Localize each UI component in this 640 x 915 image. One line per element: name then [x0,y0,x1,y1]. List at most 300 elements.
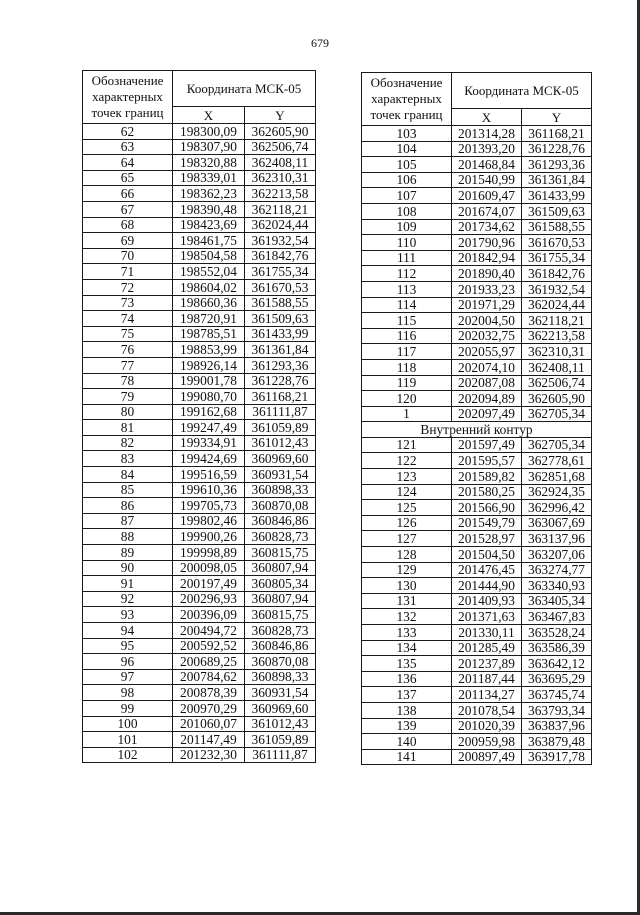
point-id-cell: 75 [83,326,173,342]
table-row [83,201,316,217]
y-cell: 360931,54 [245,685,316,701]
table-row [362,219,592,235]
point-id-cell: 102 [83,747,173,763]
table-row [362,313,592,329]
y-cell: 362851,68 [522,469,592,485]
point-id-cell: 70 [83,248,173,264]
table-row [83,389,316,405]
point-id-cell: 117 [362,344,452,360]
table-row [83,560,316,576]
table-row [83,435,316,451]
y-cell: 363405,34 [522,593,592,609]
table-row [83,700,316,716]
table-row [362,297,592,313]
table-row [83,482,316,498]
x-cell: 198720,91 [173,311,245,327]
point-id-cell: 121 [362,437,452,453]
inner-contour-label: Внутренний контур [362,422,592,438]
table-row [362,328,592,344]
table-row [83,467,316,483]
y-cell: 361433,99 [522,188,592,204]
x-cell: 198552,04 [173,264,245,280]
point-id-cell: 98 [83,685,173,701]
x-cell: 198390,48 [173,201,245,217]
table-row [362,500,592,516]
point-id-cell: 131 [362,593,452,609]
table-row [362,375,592,391]
x-cell: 201134,27 [452,687,522,703]
y-cell: 362118,21 [522,313,592,329]
y-cell: 362506,74 [245,139,316,155]
y-cell: 361932,54 [522,281,592,297]
x-cell: 202032,75 [452,328,522,344]
y-cell: 362024,44 [522,297,592,313]
point-id-cell: 105 [362,157,452,173]
point-id-cell: 73 [83,295,173,311]
x-cell: 198461,75 [173,233,245,249]
y-cell: 362310,31 [245,170,316,186]
x-cell: 199247,49 [173,420,245,436]
x-cell: 198300,09 [173,124,245,140]
table-row [362,235,592,251]
x-cell: 201285,49 [452,640,522,656]
table-row [362,453,592,469]
x-cell: 198423,69 [173,217,245,233]
point-id-cell: 138 [362,702,452,718]
point-id-cell: 77 [83,357,173,373]
table-row [362,391,592,407]
table-row [83,732,316,748]
table-row [83,404,316,420]
x-cell: 201371,63 [452,609,522,625]
point-id-cell: 101 [83,732,173,748]
x-cell: 200689,25 [173,654,245,670]
point-id-cell: 66 [83,186,173,202]
table-row [83,170,316,186]
point-id-cell: 86 [83,498,173,514]
table-row [83,124,316,140]
y-cell: 363274,77 [522,562,592,578]
x-cell: 198339,01 [173,170,245,186]
x-cell: 201330,11 [452,625,522,641]
y-cell: 363340,93 [522,578,592,594]
point-id-cell: 90 [83,560,173,576]
table-row [83,139,316,155]
table-row [362,656,592,672]
point-id-cell: 76 [83,342,173,358]
table-row [362,484,592,500]
point-id-cell: 106 [362,172,452,188]
table-row [362,203,592,219]
x-cell: 201790,96 [452,235,522,251]
point-id-cell: 87 [83,513,173,529]
point-id-cell: 94 [83,623,173,639]
point-id-cell: 82 [83,435,173,451]
point-id-cell: 81 [83,420,173,436]
point-id-cell: 119 [362,375,452,391]
x-cell: 200592,52 [173,638,245,654]
table-row [362,406,592,422]
point-id-cell: 124 [362,484,452,500]
point-id-cell: 72 [83,279,173,295]
table-row [83,591,316,607]
y-cell: 362705,34 [522,406,592,422]
x-cell: 200494,72 [173,623,245,639]
y-cell: 361433,99 [245,326,316,342]
y-cell: 361168,21 [245,389,316,405]
point-id-cell: 69 [83,233,173,249]
y-cell: 363642,12 [522,656,592,672]
y-cell: 360807,94 [245,591,316,607]
point-id-cell: 139 [362,718,452,734]
y-cell: 362605,90 [522,391,592,407]
table-row [362,749,592,765]
x-cell: 201674,07 [452,203,522,219]
y-cell: 363067,69 [522,515,592,531]
point-id-cell: 65 [83,170,173,186]
point-id-cell: 95 [83,638,173,654]
table-row [362,547,592,563]
y-cell: 362408,11 [522,359,592,375]
x-cell: 198504,58 [173,248,245,264]
y-cell: 362996,42 [522,500,592,516]
point-id-cell: 91 [83,576,173,592]
y-cell: 360828,73 [245,529,316,545]
y-cell: 362118,21 [245,201,316,217]
x-cell: 201409,93 [452,593,522,609]
point-id-cell: 89 [83,545,173,561]
table-row [83,155,316,171]
y-cell: 361168,21 [522,126,592,142]
point-id-cell: 62 [83,124,173,140]
point-id-cell: 96 [83,654,173,670]
y-cell: 361111,87 [245,747,316,763]
y-cell: 360815,75 [245,545,316,561]
point-id-cell: 130 [362,578,452,594]
y-cell: 363137,96 [522,531,592,547]
y-cell: 360870,08 [245,498,316,514]
point-id-cell: 136 [362,671,452,687]
table-row [83,747,316,763]
x-cell: 198660,36 [173,295,245,311]
x-cell: 199998,89 [173,545,245,561]
table-row [362,141,592,157]
point-id-cell: 122 [362,453,452,469]
table-row [83,311,316,327]
table-row [362,469,592,485]
x-cell: 201393,20 [452,141,522,157]
table-row [83,279,316,295]
table-row [362,609,592,625]
x-cell: 198604,02 [173,279,245,295]
x-cell: 199424,69 [173,451,245,467]
x-cell: 202087,08 [452,375,522,391]
y-cell: 361509,63 [522,203,592,219]
point-id-cell: 137 [362,687,452,703]
point-id-cell: 129 [362,562,452,578]
y-cell: 362024,44 [245,217,316,233]
table-row [362,625,592,641]
coordinate-header: Координата МСК-05 [173,71,316,107]
x-cell: 201933,23 [452,281,522,297]
x-header: X [452,109,522,126]
point-id-cell: 68 [83,217,173,233]
point-id-cell: 107 [362,188,452,204]
y-cell: 363793,34 [522,702,592,718]
left-table-body [83,124,316,763]
table-row [83,295,316,311]
point-id-cell: 109 [362,219,452,235]
table-row [362,671,592,687]
right-table-body [362,126,592,765]
point-id-cell: 85 [83,482,173,498]
point-id-cell: 67 [83,201,173,217]
x-cell: 199080,70 [173,389,245,405]
y-cell: 360815,75 [245,607,316,623]
y-cell: 361509,63 [245,311,316,327]
table-row [362,172,592,188]
table-row [362,702,592,718]
point-id-cell: 110 [362,235,452,251]
table-row [362,126,592,142]
y-cell: 363745,74 [522,687,592,703]
y-cell: 362408,11 [245,155,316,171]
point-id-cell: 132 [362,609,452,625]
y-cell: 363467,83 [522,609,592,625]
y-cell: 362778,61 [522,453,592,469]
table-row [362,593,592,609]
y-cell: 362213,58 [522,328,592,344]
point-id-cell: 97 [83,669,173,685]
coordinates-table-left [82,70,316,763]
x-cell: 202074,10 [452,359,522,375]
point-id-cell: 126 [362,515,452,531]
y-cell: 361228,76 [245,373,316,389]
x-cell: 201314,28 [452,126,522,142]
table-row [83,342,316,358]
point-id-cell: 84 [83,467,173,483]
point-id-cell: 100 [83,716,173,732]
y-cell: 363586,39 [522,640,592,656]
x-cell: 198785,51 [173,326,245,342]
y-cell: 361670,53 [522,235,592,251]
y-cell: 361755,34 [245,264,316,280]
x-cell: 200970,29 [173,700,245,716]
point-id-cell: 125 [362,500,452,516]
y-cell: 363528,24 [522,625,592,641]
y-cell: 361842,76 [522,266,592,282]
point-id-cell: 88 [83,529,173,545]
y-cell: 361842,76 [245,248,316,264]
table-row [362,157,592,173]
x-cell: 200897,49 [452,749,522,765]
y-cell: 361932,54 [245,233,316,249]
y-cell: 363879,48 [522,734,592,750]
table-row [83,264,316,280]
point-id-cell: 83 [83,451,173,467]
y-cell: 360969,60 [245,451,316,467]
x-cell: 201597,49 [452,437,522,453]
x-cell: 201060,07 [173,716,245,732]
table-row [83,498,316,514]
coordinate-header: Координата МСК-05 [452,73,592,109]
point-id-cell: 74 [83,311,173,327]
x-cell: 201237,89 [452,656,522,672]
x-cell: 201078,54 [452,702,522,718]
x-cell: 200878,39 [173,685,245,701]
x-cell: 201504,50 [452,547,522,563]
y-cell: 361755,34 [522,250,592,266]
point-id-cell: 108 [362,203,452,219]
point-id-cell: 127 [362,531,452,547]
table-row [362,515,592,531]
point-id-cell: 111 [362,250,452,266]
x-cell: 198320,88 [173,155,245,171]
x-cell: 200197,49 [173,576,245,592]
table-row [362,359,592,375]
table-row [362,734,592,750]
x-cell: 202097,49 [452,406,522,422]
table-row [362,437,592,453]
point-id-cell: 80 [83,404,173,420]
point-id-cell: 63 [83,139,173,155]
y-cell: 362310,31 [522,344,592,360]
y-cell: 360931,54 [245,467,316,483]
x-cell: 202004,50 [452,313,522,329]
table-row [362,266,592,282]
y-cell: 361588,55 [522,219,592,235]
y-cell: 362705,34 [522,437,592,453]
table-row [362,531,592,547]
y-cell: 361588,55 [245,295,316,311]
x-cell: 201971,29 [452,297,522,313]
coordinates-table-right [361,72,592,765]
y-cell: 360828,73 [245,623,316,639]
x-cell: 201476,45 [452,562,522,578]
point-id-cell: 141 [362,749,452,765]
point-id-cell: 116 [362,328,452,344]
table-row [83,217,316,233]
point-id-cell: 134 [362,640,452,656]
x-cell: 200784,62 [173,669,245,685]
y-header: Y [245,107,316,124]
table-row [83,669,316,685]
x-cell: 198853,99 [173,342,245,358]
x-cell: 199900,26 [173,529,245,545]
point-id-cell: 135 [362,656,452,672]
y-cell: 363917,78 [522,749,592,765]
x-cell: 201734,62 [452,219,522,235]
x-cell: 201528,97 [452,531,522,547]
point-id-cell: 123 [362,469,452,485]
point-id-cell: 140 [362,734,452,750]
y-cell: 362605,90 [245,124,316,140]
point-id-cell: 1 [362,406,452,422]
y-header: Y [522,109,592,126]
x-cell: 199705,73 [173,498,245,514]
table-row [83,623,316,639]
point-id-cell: 92 [83,591,173,607]
x-cell: 200396,09 [173,607,245,623]
page-number: 679 [311,36,329,50]
x-cell: 198926,14 [173,357,245,373]
table-row [362,250,592,266]
point-id-cell: 114 [362,297,452,313]
y-cell: 362506,74 [522,375,592,391]
y-cell: 360846,86 [245,638,316,654]
table-row [83,451,316,467]
y-cell: 362213,58 [245,186,316,202]
table-row [83,576,316,592]
x-cell: 201020,39 [452,718,522,734]
y-cell: 361670,53 [245,279,316,295]
x-cell: 201566,90 [452,500,522,516]
table-row [83,357,316,373]
point-id-cell: 120 [362,391,452,407]
x-cell: 200959,98 [452,734,522,750]
point-id-cell: 112 [362,266,452,282]
y-cell: 360805,34 [245,576,316,592]
x-cell: 199334,91 [173,435,245,451]
point-id-cell: 71 [83,264,173,280]
x-cell: 201595,57 [452,453,522,469]
x-cell: 201890,40 [452,266,522,282]
table-row [83,607,316,623]
y-cell: 361361,84 [522,172,592,188]
x-cell: 201147,49 [173,732,245,748]
y-cell: 361012,43 [245,716,316,732]
y-cell: 363695,29 [522,671,592,687]
y-cell: 363837,96 [522,718,592,734]
table-row [83,685,316,701]
table-row [362,687,592,703]
point-id-cell: 78 [83,373,173,389]
table-row [83,186,316,202]
x-cell: 200098,05 [173,560,245,576]
table-row [362,188,592,204]
table-row [362,344,592,360]
table-row [83,638,316,654]
section-row [362,422,592,438]
point-id-cell: 113 [362,281,452,297]
point-id-cell: 133 [362,625,452,641]
point-id-cell: 104 [362,141,452,157]
point-label-header: Обозначение характерных точек границ [83,71,173,124]
table-row [83,654,316,670]
table-row [362,578,592,594]
table-row [83,420,316,436]
x-cell: 199802,46 [173,513,245,529]
y-cell: 361012,43 [245,435,316,451]
y-cell: 361111,87 [245,404,316,420]
table-row [83,248,316,264]
point-id-cell: 103 [362,126,452,142]
y-cell: 360969,60 [245,700,316,716]
y-cell: 361059,89 [245,420,316,436]
point-id-cell: 64 [83,155,173,171]
x-cell: 201580,25 [452,484,522,500]
x-cell: 201540,99 [452,172,522,188]
x-cell: 201549,79 [452,515,522,531]
x-cell: 199516,59 [173,467,245,483]
y-cell: 361228,76 [522,141,592,157]
point-id-cell: 118 [362,359,452,375]
table-row [83,326,316,342]
table-row [362,640,592,656]
point-id-cell: 93 [83,607,173,623]
x-cell: 198307,90 [173,139,245,155]
table-row [83,529,316,545]
